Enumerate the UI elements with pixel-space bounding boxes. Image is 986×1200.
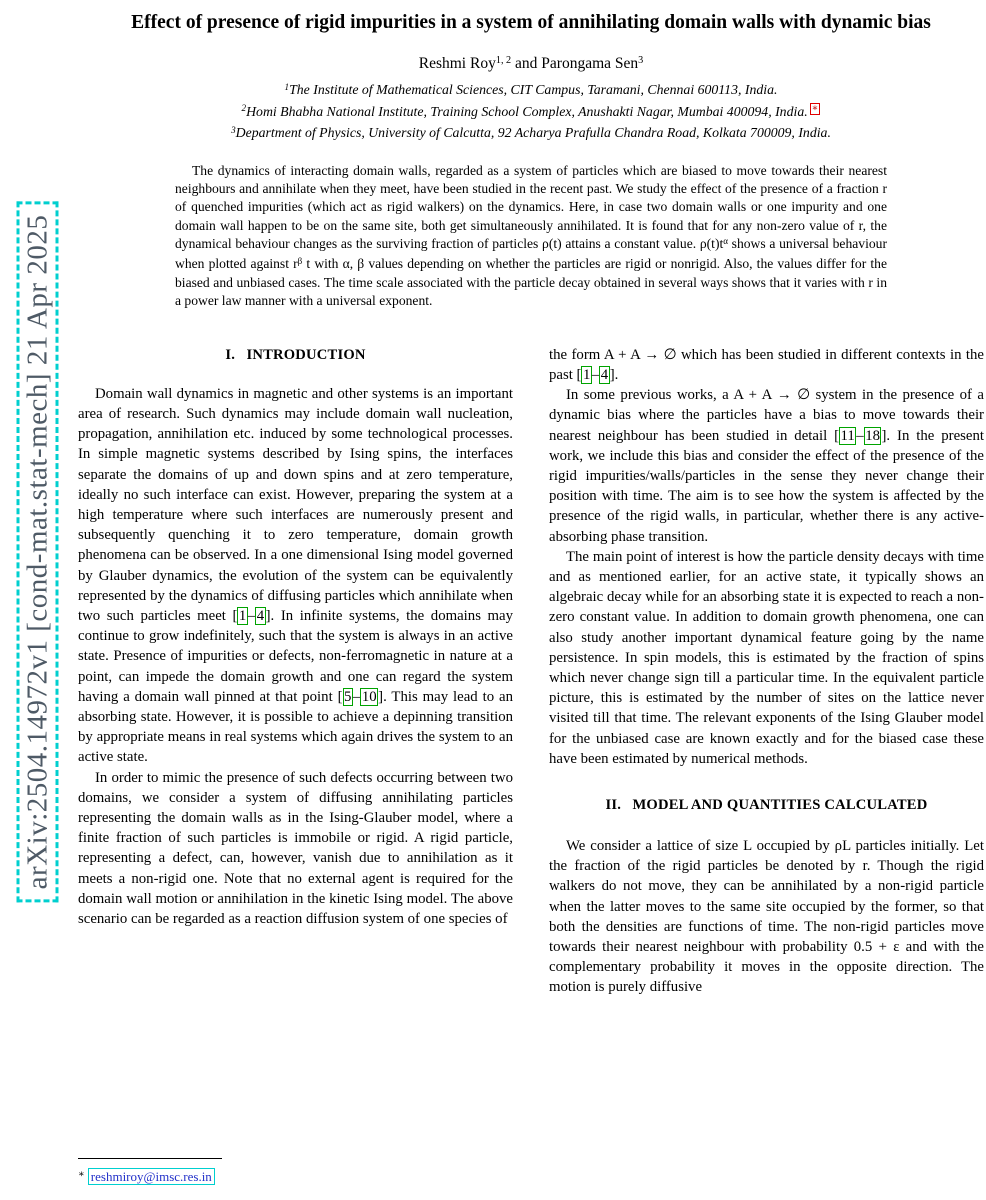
affiliation-line-3: $^3$Department of Physics, University of Calcutta, 92 Acharya Prafulla Chandra Road, Kolkata 700009, India.: [231, 124, 831, 140]
paper-title: Effect of presence of rigid impurities in a system of annihilating domain walls with dynamic bias: [131, 12, 931, 33]
paragraph: In some previous works, a A + A → ∅ system in the presence of a dynamic bias where the particles have a bias to move towards their nearest neighbour has been studied in detail [ 11 – 18 ]. In the present work, we include this bias and consider the effect of the presence of the rigid impurities/walls/particles in the sense they never change their position with time. The aim is to see how the system is affected by the presence of the rigid walls, in particular, whether there is any active-absorbing phase transition.: [549, 387, 984, 545]
footnote-marker: ∗: [78, 1169, 85, 1180]
citation-link[interactable]: 10: [361, 688, 377, 705]
two-column-body: [78, 345, 984, 998]
authors-line: Reshmi Roy$^{1, 2}$ and Parongama Sen$^3$: [418, 55, 644, 72]
arxiv-stamp-link[interactable]: arXiv:2504.14972v1 [cond-mat.stat-mech] 21 Apr 2025: [17, 202, 59, 903]
affiliation-line-2: $^2$Homi Bhabha National Institute, Training School Complex, Anushakti Nagar, Mumbai 400094, India. ∗: [241, 102, 819, 119]
citation-link[interactable]: 1: [582, 366, 591, 383]
paragraph: In order to mimic the presence of such defects occurring between two domains, we consider a system of diffusing annihilating particles representing the domain walls as in the Ising-Glauber model, where a finite fraction of such particles is immobile or rigid. A rigid particle, representing a defect, can, however, vanish due to annihilation as it meets a non-rigid one. Note that no external agent is required for the domain wall motion or annihilation in the kinetic Ising model. The above scenario can be regarded as a reaction diffusion system of one species of: [78, 769, 513, 928]
citation-link[interactable]: 4: [256, 607, 265, 624]
citation-link[interactable]: 18: [865, 427, 880, 444]
paragraph: We consider a lattice of size L occupied by ρL particles initially. Let the fraction of the rigid particles be denoted by r. Though the rigid walkers do not move, they can be annihilated by a non-rigid particle when the latter moves to the same site occupied by the former, so that both the densities are functions of time. The non-rigid particles move towards their nearest neighbour with probability 0.5 + ε and with the complementary probability it moves in the opposite direction. The motion is purely diffusive: [549, 838, 984, 996]
right-column: [549, 345, 984, 998]
affiliations: [78, 80, 984, 145]
left-column: [78, 345, 513, 998]
footnote-marker-link[interactable]: ∗: [811, 102, 819, 114]
email-link[interactable]: reshmiroy@imsc.res.in: [88, 1168, 215, 1185]
footnote-area: [78, 1158, 513, 1185]
paragraph: Domain wall dynamics in magnetic and other systems is an important area of research. Such dynamics may include domain wall nucleation, propagation, annihilation etc. induced by some technological processes. In simple magnetic systems described by Ising spins, the interfaces separate the domains of up and down spins and at zero temperature, ideally no such interface can exist. However, preparing the system at a high temperature where such interfaces are numerously present and subsequently quenching it to zero temperature, domain growth phenomena can be observed. In a one dimensional Ising model governed by Glauber dynamics, the evolution of the system can be equivalently represented by the dynamics of diffusing particles which annihilate when two such particles meet [ 1 – 4 ]. In infinite systems, the domains may continue to grow indefinitely, such that the system is always in an active state. Presence of impurities or defects, non-ferromagnetic in nature at a point, can impede the domain growth and one can regard the system having a domain wall pinned at that point [ 5 – 10 ]. This may lead to an absorbing state. However, it is possible to achieve a depinning transition by appropriate means in real systems which again drives the system to an active state.: [78, 385, 513, 766]
paragraph: the form A + A → ∅ which has been studied in different contexts in the past [ 1 – 4 ].: [549, 346, 984, 383]
citation-link[interactable]: 5: [344, 688, 352, 705]
footnote-line: [78, 1169, 513, 1185]
paragraph: The main point of interest is how the particle density decays with time and as mentioned earlier, for an active state, it typically shows an algebraic decay while for an absorbing state it is expected to reach a non-zero constant value. In addition to domain growth phenomena, one can also study another important dynamical feature going by the name persistence. In spin models, this is estimated by the fraction of spins which never change sign till a particular time. In the equivalent particle picture, this is estimated by the number of sites on the lattice never visited till that time. The relevant exponents of the Ising Glauber model for the unbiased case are known exactly and for the biased case these have been estimated by numerical methods.: [549, 548, 984, 767]
citation-link[interactable]: 11: [840, 427, 855, 444]
arxiv-stamp: [22, 202, 55, 903]
affiliation-line-1: $^1$The Institute of Mathematical Sciences, CIT Campus, Taramani, Chennai 600113, India.: [284, 81, 778, 97]
citation-link[interactable]: 4: [600, 366, 609, 383]
section-1-heading: I. INTRODUCTION: [225, 346, 366, 363]
abstract: The dynamics of interacting domain walls, regarded as a system of particles which are biased to move towards their nearest neighbours and annihilate when they meet, have been studied in the recent past. We study the effect of the presence of a fraction r of quenched impurities (which act as rigid walkers) on the dynamics. Here, in case two domain walls or one impurity and one domain wall happen to be on the same site, both get simultaneously annihilated. It is found that for any non-zero value of r, the dynamical behaviour changes as the surviving fraction of particles ρ(t) attains a constant value. $\rho(t)t^\alpha$ shows a universal behaviour when plotted against $r^\beta$ t with α, β values depending on whether the particles are rigid or nonrigid. Also, the values differ for the biased and unbiased cases. The time scale associated with the particle decay obtained in several ways shows that it varies with r in a power law manner with a universal exponent.: [175, 162, 887, 309]
section-2-heading: II. MODEL AND QUANTITIES CALCULATED: [605, 797, 928, 814]
citation-link[interactable]: 1: [238, 607, 247, 624]
footnote-rule: [78, 1158, 222, 1159]
